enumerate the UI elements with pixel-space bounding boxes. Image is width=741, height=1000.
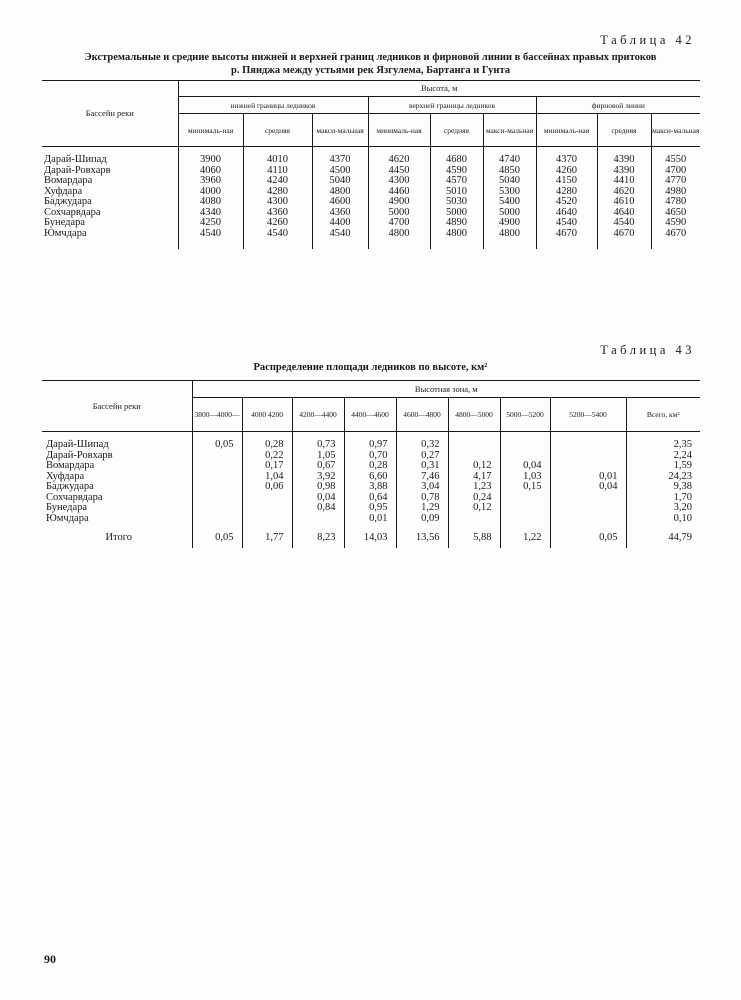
cell: 6,60 bbox=[344, 472, 396, 483]
cell: 4640 bbox=[597, 208, 651, 219]
total-cell: 0,05 bbox=[192, 524, 242, 548]
header-group-upper: верхней границы ледников bbox=[368, 97, 536, 114]
cell: 0,04 bbox=[292, 493, 344, 504]
cell bbox=[500, 493, 550, 504]
cell: 4590 bbox=[651, 218, 700, 229]
total-label: Итого bbox=[105, 532, 133, 543]
cell: 4500 bbox=[312, 166, 368, 177]
cell: 4800 bbox=[368, 229, 430, 250]
cell: 1,05 bbox=[292, 451, 344, 462]
cell: 3960 bbox=[178, 176, 243, 187]
basin-name: Дарай-Шипад bbox=[46, 439, 109, 450]
cell: 4670 bbox=[536, 229, 597, 250]
basin-name: Дарай-Ровхарв bbox=[46, 449, 113, 461]
table-row bbox=[42, 166, 700, 177]
cell bbox=[550, 461, 626, 472]
cell: 4670 bbox=[651, 229, 700, 250]
cell: 0,17 bbox=[242, 461, 292, 472]
cell: 0,27 bbox=[396, 451, 448, 462]
basin-name: Сохчарвдара bbox=[46, 491, 103, 503]
cell bbox=[242, 514, 292, 525]
cell: 3900 bbox=[178, 147, 243, 166]
cell bbox=[242, 503, 292, 514]
cell bbox=[192, 472, 242, 483]
cell: 4640 bbox=[536, 208, 597, 219]
cell bbox=[550, 432, 626, 451]
cell: 0,31 bbox=[396, 461, 448, 472]
cell bbox=[500, 514, 550, 525]
total-cell: 1,77 bbox=[242, 524, 292, 548]
cell: 1,70 bbox=[626, 493, 700, 504]
cell bbox=[550, 514, 626, 525]
total-cell: 0,05 bbox=[550, 524, 626, 548]
cell: 4010 bbox=[243, 147, 312, 166]
cell: 4800 bbox=[430, 229, 483, 250]
header-basin: Бассейн реки bbox=[42, 81, 178, 147]
cell bbox=[192, 451, 242, 462]
cell: 4260 bbox=[536, 166, 597, 177]
cell: 4650 bbox=[651, 208, 700, 219]
cell bbox=[550, 503, 626, 514]
cell: 0,73 bbox=[292, 432, 344, 451]
table-43 bbox=[42, 380, 700, 548]
cell: 5040 bbox=[312, 176, 368, 187]
table-row bbox=[42, 197, 700, 208]
table-42-caption-line1: Экстремальные и средние высоты нижней и верхней границ ледников и фирновой линии в бассейнах правых притоков bbox=[84, 52, 657, 63]
header-zone-col: 4200—4400 bbox=[292, 398, 344, 432]
cell: 4700 bbox=[368, 218, 430, 229]
cell: 4890 bbox=[430, 218, 483, 229]
page-number: 90 bbox=[44, 952, 56, 966]
cell: 5400 bbox=[483, 197, 536, 208]
header-max: макси-мальная bbox=[483, 114, 536, 147]
table-row bbox=[42, 208, 700, 219]
cell: 4390 bbox=[597, 147, 651, 166]
cell: 5040 bbox=[483, 176, 536, 187]
cell: 0,15 bbox=[500, 482, 550, 493]
total-cell: 5,88 bbox=[448, 524, 500, 548]
table-42 bbox=[42, 80, 700, 249]
cell: 4260 bbox=[243, 218, 312, 229]
basin-name: Дарай-Шипад bbox=[44, 154, 107, 165]
cell: 5030 bbox=[430, 197, 483, 208]
cell: 1,04 bbox=[242, 472, 292, 483]
cell: 0,97 bbox=[344, 432, 396, 451]
basin-name: Хуфдара bbox=[44, 185, 83, 197]
cell: 4540 bbox=[243, 229, 312, 250]
cell: 0,98 bbox=[292, 482, 344, 493]
header-avg: средняя bbox=[597, 114, 651, 147]
basin-name: Хуфдара bbox=[46, 470, 85, 482]
cell: 4110 bbox=[243, 166, 312, 177]
cell: 0,22 bbox=[242, 451, 292, 462]
table-42-label: Таблица 42 bbox=[600, 33, 695, 47]
cell: 0,12 bbox=[448, 503, 500, 514]
cell: 2,24 bbox=[626, 451, 700, 462]
header-zone-col: 4000 4200 bbox=[242, 398, 292, 432]
cell: 0,01 bbox=[344, 514, 396, 525]
cell: 4300 bbox=[243, 197, 312, 208]
table-row bbox=[42, 187, 700, 198]
cell: 4780 bbox=[651, 197, 700, 208]
cell: 5000 bbox=[430, 208, 483, 219]
basin-name: Бунедара bbox=[46, 502, 88, 513]
cell: 3,92 bbox=[292, 472, 344, 483]
basin-name: Сохчарвдара bbox=[44, 206, 101, 218]
cell: 4360 bbox=[243, 208, 312, 219]
cell: 4680 bbox=[430, 147, 483, 166]
cell: 5300 bbox=[483, 187, 536, 198]
cell: 24,23 bbox=[626, 472, 700, 483]
cell: 4740 bbox=[483, 147, 536, 166]
cell bbox=[500, 432, 550, 451]
cell: 4700 bbox=[651, 166, 700, 177]
cell: 4850 bbox=[483, 166, 536, 177]
cell bbox=[192, 482, 242, 493]
table-row bbox=[42, 432, 700, 451]
cell: 4370 bbox=[312, 147, 368, 166]
cell bbox=[192, 514, 242, 525]
cell: 0,05 bbox=[192, 432, 242, 451]
basin-name: Баджудара bbox=[44, 196, 92, 207]
total-row bbox=[42, 524, 700, 548]
table-row bbox=[42, 176, 700, 187]
cell: 4250 bbox=[178, 218, 243, 229]
table-42-caption bbox=[0, 52, 741, 77]
header-height: Высота, м bbox=[178, 81, 700, 97]
basin-name: Вомардара bbox=[46, 460, 95, 471]
cell: 0,70 bbox=[344, 451, 396, 462]
total-cell: 1,22 bbox=[500, 524, 550, 548]
basin-name: Юмчдара bbox=[46, 512, 89, 524]
cell: 1,29 bbox=[396, 503, 448, 514]
cell: 0,78 bbox=[396, 493, 448, 504]
cell: 4,17 bbox=[448, 472, 500, 483]
cell: 4610 bbox=[597, 197, 651, 208]
cell: 0,64 bbox=[344, 493, 396, 504]
header-group-firn: фирновой линии bbox=[536, 97, 700, 114]
cell: 4280 bbox=[536, 187, 597, 198]
cell: 4300 bbox=[368, 176, 430, 187]
cell: 1,59 bbox=[626, 461, 700, 472]
cell bbox=[550, 493, 626, 504]
cell bbox=[448, 432, 500, 451]
cell bbox=[448, 514, 500, 525]
header-basin: Бассейн реки bbox=[42, 381, 192, 432]
header-zone-col: 4600—4800 bbox=[396, 398, 448, 432]
cell: 0,04 bbox=[550, 482, 626, 493]
cell: 0,06 bbox=[242, 482, 292, 493]
table-row bbox=[42, 218, 700, 229]
total-cell: 13,56 bbox=[396, 524, 448, 548]
cell: 4550 bbox=[651, 147, 700, 166]
cell: 3,88 bbox=[344, 482, 396, 493]
cell: 3,04 bbox=[396, 482, 448, 493]
basin-name: Бунедара bbox=[44, 217, 86, 228]
header-zone: Высотная зона, м bbox=[192, 381, 700, 398]
table-row bbox=[42, 514, 700, 525]
cell: 0,24 bbox=[448, 493, 500, 504]
basin-name: Юмчдара bbox=[44, 227, 87, 239]
header-zone-col: 5200—5400 bbox=[550, 398, 626, 432]
total-cell: 8,23 bbox=[292, 524, 344, 548]
cell: 0,67 bbox=[292, 461, 344, 472]
cell: 0,28 bbox=[344, 461, 396, 472]
cell: 4410 bbox=[597, 176, 651, 187]
cell: 4080 bbox=[178, 197, 243, 208]
total-cell: 14,03 bbox=[344, 524, 396, 548]
cell: 1,23 bbox=[448, 482, 500, 493]
cell: 3,20 bbox=[626, 503, 700, 514]
cell: 4620 bbox=[597, 187, 651, 198]
table-row bbox=[42, 503, 700, 514]
table-row bbox=[42, 461, 700, 472]
cell: 4590 bbox=[430, 166, 483, 177]
header-max: макси-мальная bbox=[651, 114, 700, 147]
header-zone-col: 5000—5200 bbox=[500, 398, 550, 432]
cell: 0,01 bbox=[550, 472, 626, 483]
header-avg: средняя bbox=[430, 114, 483, 147]
basin-name: Дарай-Ровхарв bbox=[44, 164, 111, 176]
cell: 4450 bbox=[368, 166, 430, 177]
cell: 4540 bbox=[597, 218, 651, 229]
cell bbox=[242, 493, 292, 504]
cell: 4770 bbox=[651, 176, 700, 187]
cell: 4980 bbox=[651, 187, 700, 198]
cell bbox=[192, 493, 242, 504]
header-zone-col: 3800—4000— bbox=[192, 398, 242, 432]
cell: 4900 bbox=[368, 197, 430, 208]
cell bbox=[192, 503, 242, 514]
cell: 4570 bbox=[430, 176, 483, 187]
cell: 2,35 bbox=[626, 432, 700, 451]
cell: 4460 bbox=[368, 187, 430, 198]
cell: 5010 bbox=[430, 187, 483, 198]
cell: 0,28 bbox=[242, 432, 292, 451]
header-max: макси-мальная bbox=[312, 114, 368, 147]
cell: 0,32 bbox=[396, 432, 448, 451]
cell: 4150 bbox=[536, 176, 597, 187]
cell bbox=[550, 451, 626, 462]
cell: 4280 bbox=[243, 187, 312, 198]
header-avg: средняя bbox=[243, 114, 312, 147]
cell: 4060 bbox=[178, 166, 243, 177]
cell: 4540 bbox=[536, 218, 597, 229]
header-group-lower: нижней границы ледников bbox=[178, 97, 368, 114]
cell: 4340 bbox=[178, 208, 243, 219]
total-cell: 44,79 bbox=[626, 524, 700, 548]
header-min: минималь-ная bbox=[178, 114, 243, 147]
table-row bbox=[42, 147, 700, 166]
table-row bbox=[42, 482, 700, 493]
cell: 0,84 bbox=[292, 503, 344, 514]
cell: 4540 bbox=[178, 229, 243, 250]
basin-name: Баджудара bbox=[46, 481, 94, 492]
header-zone-col: 4800—5000 bbox=[448, 398, 500, 432]
cell: 4620 bbox=[368, 147, 430, 166]
cell: 0,09 bbox=[396, 514, 448, 525]
cell: 4800 bbox=[483, 229, 536, 250]
cell: 4240 bbox=[243, 176, 312, 187]
cell: 5000 bbox=[368, 208, 430, 219]
cell: 5000 bbox=[483, 208, 536, 219]
cell: 1,03 bbox=[500, 472, 550, 483]
cell: 4000 bbox=[178, 187, 243, 198]
cell: 4360 bbox=[312, 208, 368, 219]
header-min: минималь-ная bbox=[368, 114, 430, 147]
cell bbox=[292, 514, 344, 525]
cell: 0,10 bbox=[626, 514, 700, 525]
cell: 0,04 bbox=[500, 461, 550, 472]
cell: 4600 bbox=[312, 197, 368, 208]
header-zone-col: 4400—4600 bbox=[344, 398, 396, 432]
header-total: Всего, км² bbox=[626, 398, 700, 432]
cell: 4800 bbox=[312, 187, 368, 198]
table-43-caption: Распределение площади ледников по высоте, км² bbox=[253, 362, 488, 373]
header-min: минималь-ная bbox=[536, 114, 597, 147]
cell: 9,38 bbox=[626, 482, 700, 493]
cell: 4540 bbox=[312, 229, 368, 250]
cell: 0,95 bbox=[344, 503, 396, 514]
cell: 4370 bbox=[536, 147, 597, 166]
cell: 4400 bbox=[312, 218, 368, 229]
cell bbox=[192, 461, 242, 472]
table-42-caption-line2: р. Пянджа между устьями рек Язгулема, Бартанга и Гунта bbox=[231, 64, 510, 76]
table-row bbox=[42, 229, 700, 250]
cell: 7,46 bbox=[396, 472, 448, 483]
basin-name: Вомардара bbox=[44, 175, 93, 186]
cell bbox=[500, 503, 550, 514]
cell: 0,12 bbox=[448, 461, 500, 472]
cell: 4390 bbox=[597, 166, 651, 177]
cell: 4670 bbox=[597, 229, 651, 250]
cell: 4900 bbox=[483, 218, 536, 229]
table-43-label: Таблица 43 bbox=[600, 343, 695, 357]
cell: 4520 bbox=[536, 197, 597, 208]
